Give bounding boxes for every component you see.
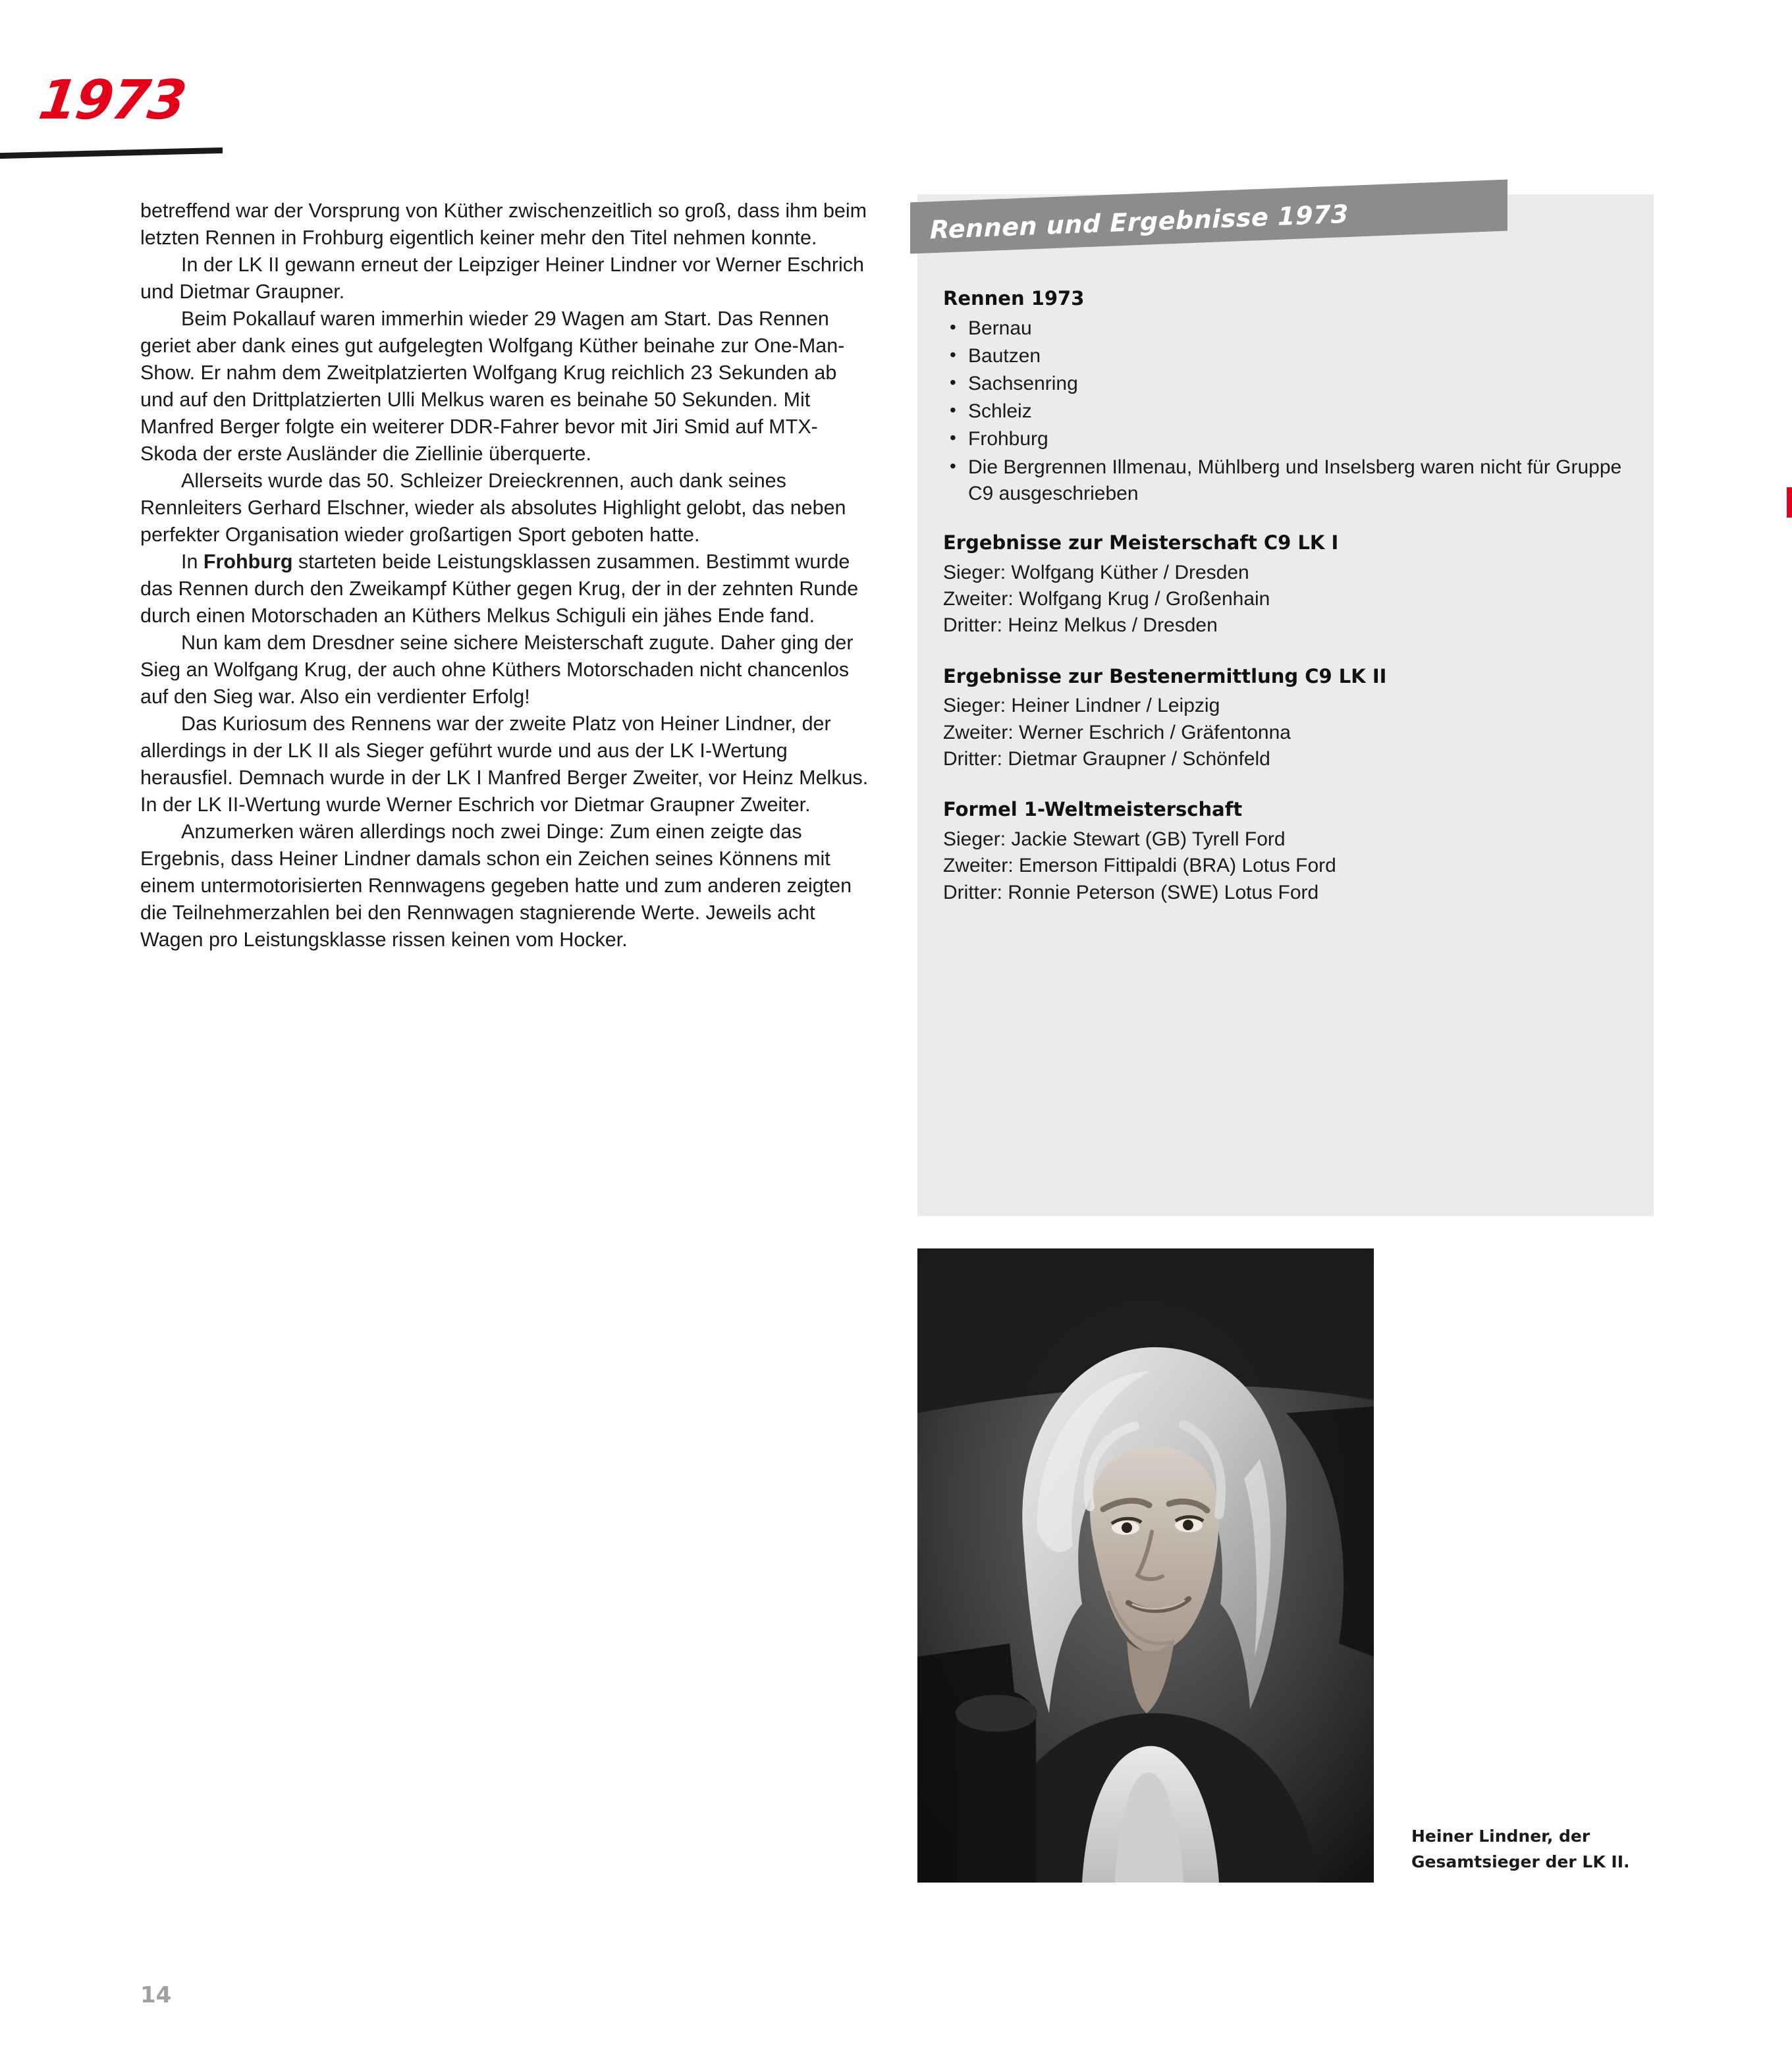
races-section — [943, 286, 1638, 507]
lk2-heading: Ergebnisse zur Bestenermittlung C9 LK II — [943, 664, 1387, 687]
lk1-results-section — [943, 531, 1638, 639]
paragraph: Anzumerken wären allerdings noch zwei Dinge: Zum einen zeigte das Ergebnis, dass Heiner Lindner damals schon ein Zeichen seines Könnens mit einem untermotorisierten Rennwagens gegeben hatte und zum anderen zeigten die Teilnehmerzahlen bei den Rennwagen stagnierende Werte. Jeweils acht Wagen pro Leistungsklasse rissen keinen vom Hocker. — [140, 820, 852, 951]
paragraph: Nun kam dem Dresdner seine sichere Meisterschaft zugute. Daher ging der Sieg an Wolfgang Krug, der auch ohne Küthers Motorschaden nicht chancenlos auf den Sieg war. Also ein verdienter Erfolg! — [140, 631, 854, 709]
paragraph: In der LK II gewann erneut der Leipziger Heiner Lindner vor Werner Eschrich und Dietmar Graupner. — [140, 254, 864, 304]
sidebar-content — [943, 286, 1638, 931]
list-item: • Schleiz — [943, 398, 1638, 425]
page-edge-marker — [1787, 487, 1792, 518]
paragraph: Beim Pokallauf waren immerhin wieder 29 Wagen am Start. Das Rennen geriet aber dank eines gut aufgelegten Wolfgang Küther beinahe zur One-Man-Show. Er nahm dem Zweitplatzierten Wolfgang Krug reichlich 23 Sekunden ab und auf den Drittplatzierten Ulli Melkus waren es beinahe 50 Sekunden. Mit Manfred Berger folgte ein weiterer DDR-Fahrer bevor mit Jiri Smid auf MTX-Skoda der erste Ausländer die Ziellinie überquerte. — [140, 308, 845, 466]
page-number: 14 — [140, 1982, 172, 2008]
result-line: Dritter: Heinz Melkus / Dresden — [943, 614, 1218, 637]
lk2-results-section — [943, 664, 1638, 773]
races-heading: Rennen 1973 — [943, 287, 1085, 309]
list-item: • Bernau — [943, 315, 1638, 342]
caption-line: Gesamtsieger der LK II. — [1411, 1852, 1630, 1871]
races-list — [943, 315, 1638, 507]
result-line: Zweiter: Emerson Fittipaldi (BRA) Lotus Ford — [943, 855, 1336, 877]
result-line: Zweiter: Werner Eschrich / Gräfentonna — [943, 721, 1291, 743]
list-item: • Frohburg — [943, 426, 1638, 452]
f1-heading: Formel 1-Weltmeisterschaft — [943, 798, 1243, 821]
year-header — [0, 40, 227, 132]
result-line: Sieger: Jackie Stewart (GB) Tyrell Ford — [943, 828, 1286, 851]
list-item: • Sachsenring — [943, 371, 1638, 397]
year-underline-rule — [0, 147, 223, 159]
f1-results-section — [943, 797, 1638, 906]
result-line: Sieger: Wolfgang Küther / Dresden — [943, 561, 1249, 583]
photo-caption — [1411, 1824, 1675, 1875]
caption-line: Heiner Lindner, der — [1411, 1827, 1590, 1846]
paragraph: Das Kuriosum des Rennens war der zweite Platz von Heiner Lindner, der allerdings in der LK II als Sieger geführt wurde und aus der LK I-Wertung herausfiel. Demnach wurde in der LK I Manfred Berger Zweiter, vor Heinz Melkus. In der LK II-Wertung wurde Werner Eschrich vor Dietmar Graupner Zweiter. — [140, 712, 869, 816]
list-item: • Bautzen — [943, 343, 1638, 369]
paragraph: In Frohburg starteten beide Leistungsklassen zusammen. Bestimmt wurde das Rennen durch den Zweikampf Küther gegen Krug, der in der zehnten Runde durch einen Motorschaden an Küthers Melkus Schiguli ein jähes Ende fand. — [140, 550, 859, 628]
result-line: Sieger: Heiner Lindner / Leipzig — [943, 695, 1220, 717]
photo-heiner-lindner — [917, 1248, 1374, 1883]
sidebar-banner-title: Rennen und Ergebnisse 1973 — [930, 199, 1349, 245]
article-body — [140, 198, 871, 953]
paragraph: Allerseits wurde das 50. Schleizer Dreieckrennen, auch dank seines Rennleiters Gerhard Elschner, wieder als absolutes Highlight gelobt, das neben perfekter Organisation wieder großartigen Sport geboten hatte. — [140, 469, 846, 547]
result-line: Zweiter: Wolfgang Krug / Großenhain — [943, 588, 1270, 610]
list-item: • Die Bergrennen Illmenau, Mühlberg und Inselsberg waren nicht für Gruppe C9 ausgeschrieben — [943, 454, 1638, 507]
year-label: 1973 — [35, 69, 189, 132]
lk1-heading: Ergebnisse zur Meisterschaft C9 LK I — [943, 531, 1339, 554]
result-line: Dritter: Ronnie Peterson (SWE) Lotus Ford — [943, 881, 1319, 903]
paragraph: betreffend war der Vorsprung von Küther zwischenzeitlich so groß, dass ihm beim letzten Rennen in Frohburg eigentlich keiner mehr den Titel nehmen konnte. — [140, 200, 867, 250]
result-line: Dritter: Dietmar Graupner / Schönfeld — [943, 748, 1270, 770]
